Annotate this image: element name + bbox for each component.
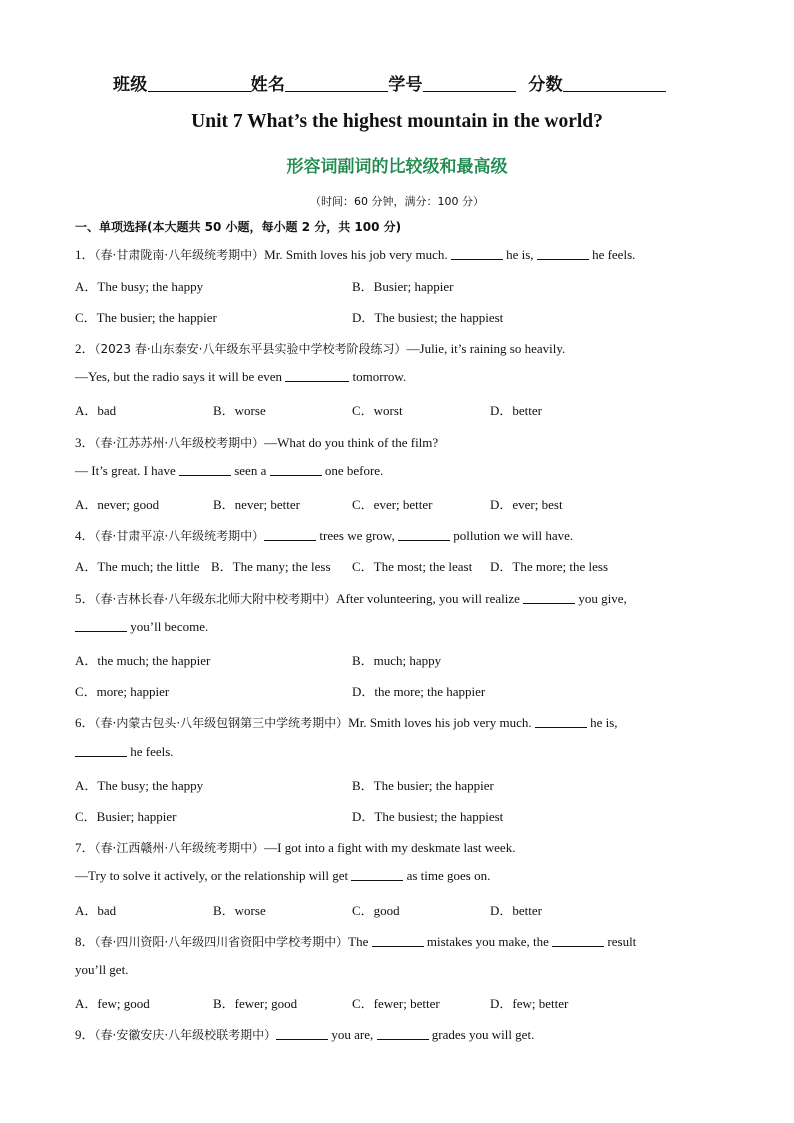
stem-text: he is, [502,247,537,262]
question-3-stem [75,432,438,451]
section-heading: 一、单项选择(本大题共 50 小题，每小题 2 分，共 100 分) [75,220,402,234]
question-source: （春·江苏苏州·八年级校考期中） [94,436,265,450]
exam-meta: （时间：60 分钟，满分：100 分） [310,195,484,208]
question-6-stem-line2 [75,744,174,760]
answer-blank[interactable] [75,619,127,632]
option-c[interactable]: C．fewer; better [352,996,440,1011]
option-a[interactable]: A．The busy; the happy [75,778,204,793]
option-d[interactable]: D．better [490,903,542,918]
question-number: 3． [75,435,95,450]
name-label: 姓名 [250,75,286,95]
stem-text: he feels. [588,247,636,262]
stem-text: After volunteering, you will realize [336,591,524,606]
name-field[interactable] [285,75,388,92]
class-label: 班级 [113,75,148,95]
option-d[interactable]: D．few; better [490,996,569,1011]
question-9-stem [75,1024,534,1043]
stem-text: one before. [321,463,384,478]
answer-blank[interactable] [535,715,587,728]
student-id-field[interactable] [423,75,516,92]
question-number: 6． [75,715,95,730]
option-d[interactable]: D．The more; the less [490,559,609,574]
option-d[interactable]: D．the more; the happier [352,684,486,699]
option-a[interactable]: A．bad [75,903,117,918]
option-b[interactable]: B．never; better [213,497,300,512]
student-info-line [113,70,666,95]
option-c[interactable]: C．worst [352,403,403,418]
stem-text: —Yes, but the radio says it will be even [75,369,286,384]
option-c[interactable]: C．Busier; happier [75,809,177,824]
question-5-stem [75,588,627,607]
option-c[interactable]: C．ever; better [352,497,433,512]
option-d[interactable]: D．The busiest; the happiest [352,310,504,325]
stem-text: you’ll get. [75,962,129,977]
question-2-stem [75,338,565,357]
stem-text: tomorrow. [349,369,407,384]
stem-text: mistakes you make, the [423,934,553,949]
score-label: 分数 [528,75,563,95]
answer-blank[interactable] [451,247,503,260]
question-source: （2023 春·山东泰安·八年级东平县实验中学校考阶段练习） [94,342,407,356]
question-2-stem-line2 [75,369,406,385]
option-b[interactable]: B．fewer; good [213,996,298,1011]
stem-text: he feels. [127,744,174,759]
option-c[interactable]: C．more; happier [75,684,170,699]
question-number: 4． [75,528,95,543]
question-3-stem-line2 [75,463,383,479]
stem-text: result [604,934,637,949]
option-d[interactable]: D．better [490,403,542,418]
option-a[interactable]: A．never; good [75,497,160,512]
option-b[interactable]: B．worse [213,903,266,918]
question-number: 1． [75,247,95,262]
stem-text: you’ll become. [127,619,209,634]
stem-text: seen a [230,463,270,478]
stem-text: —What do you think of the film? [264,435,439,450]
option-b[interactable]: B．much; happy [352,653,442,668]
question-number: 2． [75,341,95,356]
option-a[interactable]: A．few; good [75,996,150,1011]
question-source: （春·内蒙古包头·八年级包钢第三中学统考期中） [94,716,349,730]
answer-blank[interactable] [179,463,231,476]
question-number: 7． [75,840,95,855]
stem-text: —Julie, it’s raining so heavily. [406,341,566,356]
stem-text: he is, [586,715,618,730]
stem-text: —I got into a fight with my deskmate last week. [264,840,516,855]
option-b[interactable]: B．Busier; happier [352,279,454,294]
question-7-stem-line2 [75,868,490,884]
option-a[interactable]: A．The busy; the happy [75,279,204,294]
stem-text: —Try to solve it actively, or the relationship will get [75,868,352,883]
option-a[interactable]: A．the much; the happier [75,653,211,668]
question-5-stem-line2 [75,619,208,635]
question-8-stem-line2 [75,962,128,978]
question-number: 8． [75,934,95,949]
question-source: （春·甘肃平凉·八年级统考期中） [94,529,265,543]
stem-text: The [348,934,372,949]
answer-blank[interactable] [270,463,322,476]
stem-text: pollution we will have. [449,528,574,543]
question-number: 9． [75,1027,95,1042]
answer-blank[interactable] [276,1027,328,1040]
question-source: （春·吉林长春·八年级东北师大附中校考期中） [94,592,337,606]
question-number: 5． [75,591,95,606]
answer-blank[interactable] [523,591,575,604]
page-subtitle: 形容词副词的比较级和最高级 [286,157,508,177]
question-6-stem [75,712,618,731]
option-c[interactable]: C．The most; the least [352,559,473,574]
page-title: Unit 7 What’s the highest mountain in the world? [191,111,603,132]
question-8-stem [75,931,636,950]
class-field[interactable] [148,75,251,92]
student-id-label: 学号 [388,75,423,95]
answer-blank[interactable] [285,369,349,382]
option-d[interactable]: D．The busiest; the happiest [352,809,504,824]
option-c[interactable]: C．good [352,903,400,918]
stem-text: Mr. Smith loves his job very much. [264,247,451,262]
score-field[interactable] [563,75,666,92]
stem-text: — It’s great. I have [75,463,179,478]
stem-text: you are, [328,1027,377,1042]
question-source: （春·四川资阳·八年级四川省资阳中学校考期中） [94,935,349,949]
question-7-stem [75,837,515,856]
option-d[interactable]: D．ever; best [490,497,563,512]
stem-text: trees we grow, [316,528,398,543]
question-source: （春·安徽安庆·八年级校联考期中） [94,1028,277,1042]
question-1-stem [75,244,635,263]
question-4-stem [75,525,573,544]
answer-blank[interactable] [552,934,604,947]
answer-blank[interactable] [398,528,450,541]
answer-blank[interactable] [351,868,403,881]
question-source: （春·甘肃陇南·八年级统考期中） [94,248,265,262]
stem-text: Mr. Smith loves his job very much. [348,715,535,730]
answer-blank[interactable] [75,744,127,757]
answer-blank[interactable] [372,934,424,947]
option-c[interactable]: C．The busier; the happier [75,310,217,325]
question-source: （春·江西赣州·八年级统考期中） [94,841,265,855]
answer-blank[interactable] [377,1027,429,1040]
option-a[interactable]: A．bad [75,403,117,418]
stem-text: grades you will get. [428,1027,535,1042]
option-b[interactable]: B．The many; the less [211,559,331,574]
option-b[interactable]: B．worse [213,403,266,418]
stem-text: as time goes on. [403,868,491,883]
answer-blank[interactable] [537,247,589,260]
stem-text: you give, [575,591,627,606]
option-b[interactable]: B．The busier; the happier [352,778,494,793]
answer-blank[interactable] [264,528,316,541]
option-a[interactable]: A．The much; the little [75,559,200,574]
